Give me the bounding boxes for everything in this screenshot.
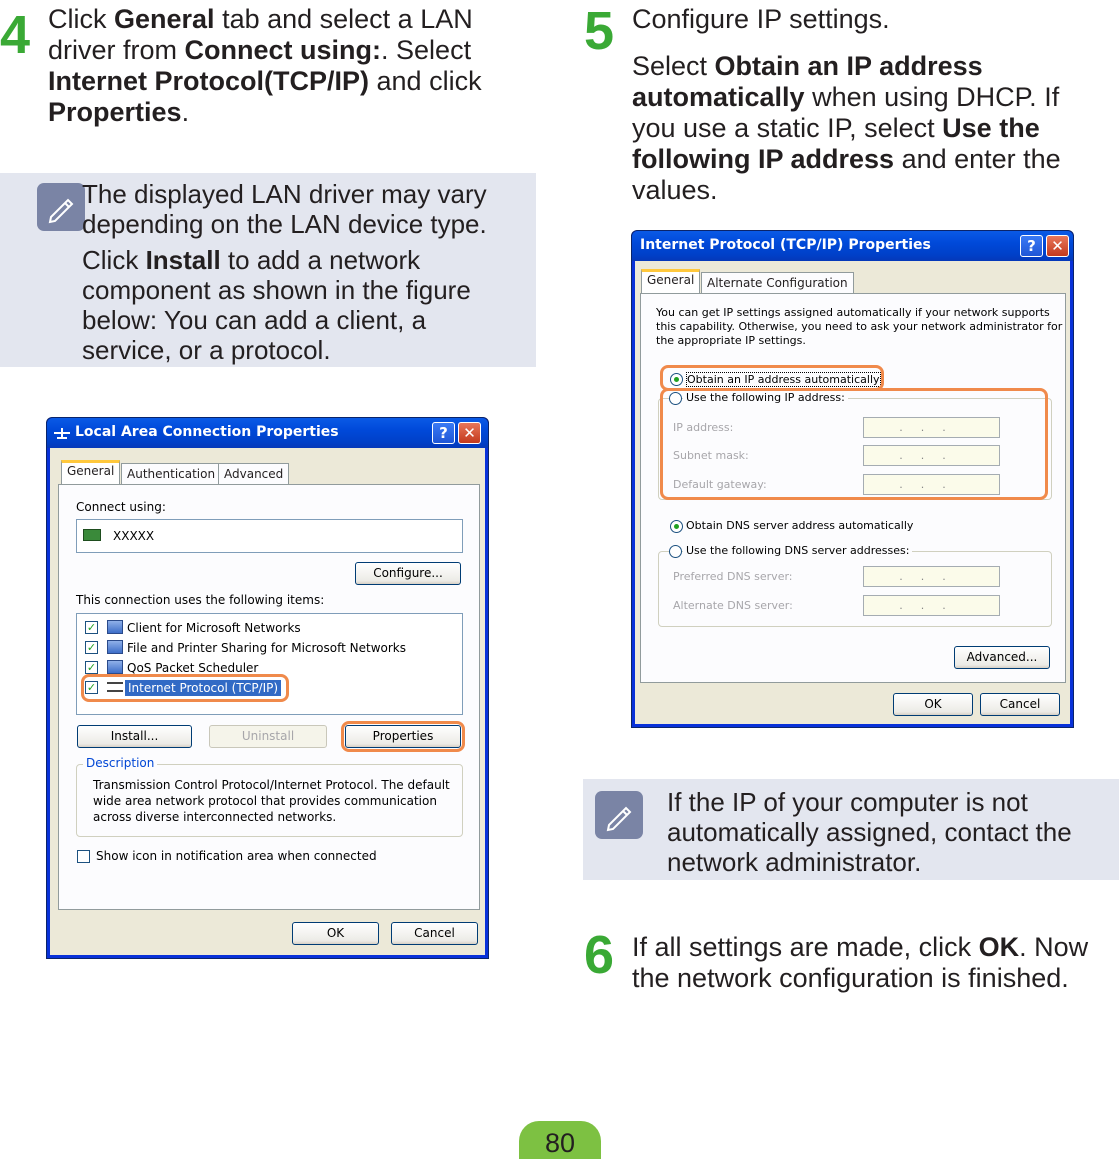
subnet-mask-field[interactable]: ... bbox=[863, 445, 1000, 466]
highlight-tcp-ip bbox=[81, 674, 289, 702]
text: below: You can add a client, a bbox=[82, 305, 427, 335]
tab-panel bbox=[58, 484, 480, 910]
highlight-properties bbox=[341, 721, 465, 752]
item-label: Internet Protocol (TCP/IP) bbox=[125, 680, 281, 696]
local-area-connection-dialog bbox=[46, 417, 489, 959]
preferred-dns-field[interactable]: ... bbox=[863, 566, 1000, 587]
network-icon bbox=[53, 426, 71, 440]
tcp-ip-properties-dialog bbox=[631, 230, 1074, 728]
cancel-button[interactable]: Cancel bbox=[980, 693, 1060, 716]
tab-authentication[interactable]: Authentication bbox=[121, 463, 221, 485]
list-item[interactable] bbox=[85, 639, 455, 657]
network-card-icon bbox=[83, 529, 101, 541]
description-group bbox=[76, 756, 463, 837]
item-label: File and Printer Sharing for Microsoft Networks bbox=[127, 641, 406, 655]
description-line: wide area network protocol that provides communication bbox=[93, 794, 437, 808]
use-ip-label: Use the following IP address: bbox=[683, 391, 848, 404]
text: Click bbox=[82, 245, 146, 275]
intro-line: this capability. Otherwise, you need to ask your network administrator for bbox=[656, 320, 1063, 333]
dialog-title: Internet Protocol (TCP/IP) Properties bbox=[640, 237, 931, 253]
help-button[interactable]: ? bbox=[432, 422, 455, 444]
text: If all settings are made, click bbox=[632, 932, 979, 962]
step-number: 4 bbox=[0, 5, 31, 65]
ok-button[interactable]: OK bbox=[893, 693, 973, 716]
step-4-instructions bbox=[48, 4, 528, 128]
text: If the IP of your computer is not bbox=[667, 787, 1028, 817]
ip-address-field[interactable]: ... bbox=[863, 417, 1000, 438]
use-dns-label: Use the following DNS server addresses: bbox=[683, 544, 912, 557]
text: Select bbox=[632, 51, 715, 81]
client-icon bbox=[107, 620, 123, 634]
alternate-dns-label: Alternate DNS server: bbox=[673, 599, 793, 612]
item-checkbox[interactable]: ✓ bbox=[86, 681, 97, 694]
subnet-mask-label: Subnet mask: bbox=[673, 449, 749, 462]
tab-general[interactable]: General bbox=[641, 269, 700, 293]
obtain-dns-radio[interactable] bbox=[670, 520, 683, 533]
bold-text: General bbox=[114, 4, 215, 34]
help-button[interactable]: ? bbox=[1020, 235, 1043, 257]
step-6-instructions bbox=[632, 932, 1119, 994]
intro-line: You can get IP settings assigned automatically if your network supports bbox=[656, 306, 1050, 319]
text: driver from bbox=[48, 35, 185, 65]
bold-text: Obtain an IP address bbox=[714, 51, 983, 81]
default-gateway-label: Default gateway: bbox=[673, 478, 767, 491]
text: values. bbox=[632, 175, 718, 205]
show-icon-checkbox[interactable] bbox=[77, 850, 90, 863]
qos-icon bbox=[107, 660, 123, 674]
text: and click bbox=[369, 66, 482, 96]
bold-text: Properties bbox=[48, 97, 182, 127]
obtain-ip-label: Obtain an IP address automatically bbox=[687, 373, 880, 386]
note-pencil-icon bbox=[37, 183, 85, 231]
bold-text: following IP address bbox=[632, 144, 895, 174]
dialog-title: Local Area Connection Properties bbox=[75, 424, 339, 440]
text: automatically assigned, contact the bbox=[667, 817, 1072, 847]
text: Click bbox=[48, 4, 114, 34]
text: tab and select a LAN bbox=[214, 4, 473, 34]
text: the network configuration is finished. bbox=[632, 963, 1069, 993]
note-text bbox=[82, 179, 522, 365]
step-5-instructions bbox=[632, 4, 1112, 206]
title-bar[interactable] bbox=[47, 418, 488, 448]
bold-text: Install bbox=[145, 245, 221, 275]
bold-text: Internet Protocol(TCP/IP) bbox=[48, 66, 370, 96]
text: . bbox=[181, 97, 190, 127]
description-line: Transmission Control Protocol/Internet Protocol. The default bbox=[93, 778, 450, 792]
text: and enter the bbox=[894, 144, 1061, 174]
adapter-name: XXXXX bbox=[113, 529, 155, 543]
cancel-button[interactable]: Cancel bbox=[391, 922, 478, 945]
step-number: 6 bbox=[584, 925, 615, 985]
intro-line: the appropriate IP settings. bbox=[656, 334, 806, 347]
bold-text: OK bbox=[978, 932, 1020, 962]
dns-group bbox=[658, 544, 1052, 627]
text: you use a static IP, select bbox=[632, 113, 943, 143]
default-gateway-field[interactable]: ... bbox=[863, 474, 1000, 495]
text: Configure IP settings. bbox=[632, 4, 890, 34]
bold-text: automatically bbox=[632, 82, 805, 112]
note-pencil-icon bbox=[595, 791, 643, 839]
bold-text: Use the bbox=[942, 113, 1040, 143]
list-item[interactable] bbox=[85, 619, 455, 637]
tab-advanced[interactable]: Advanced bbox=[218, 463, 289, 485]
page-number: 80 bbox=[519, 1121, 601, 1159]
properties-button[interactable]: Properties bbox=[345, 725, 461, 748]
preferred-dns-label: Preferred DNS server: bbox=[673, 570, 793, 583]
ok-button[interactable]: OK bbox=[292, 922, 379, 945]
ip-address-label: IP address: bbox=[673, 421, 734, 434]
text: The displayed LAN driver may vary bbox=[82, 179, 487, 209]
text: depending on the LAN device type. bbox=[82, 209, 487, 239]
text: to add a network bbox=[220, 245, 421, 275]
item-label: QoS Packet Scheduler bbox=[127, 661, 259, 675]
bold-text: Connect using: bbox=[184, 35, 382, 65]
note-text bbox=[667, 787, 1112, 877]
dialog-body bbox=[635, 261, 1070, 724]
text: service, or a protocol. bbox=[82, 335, 331, 365]
text: . Now bbox=[1019, 932, 1089, 962]
install-button[interactable]: Install... bbox=[77, 725, 192, 748]
text: network administrator. bbox=[667, 847, 922, 877]
text: component as shown in the figure bbox=[82, 275, 471, 305]
note-box bbox=[0, 173, 536, 367]
tab-panel bbox=[640, 293, 1066, 683]
item-checkbox[interactable]: ✓ bbox=[86, 661, 97, 674]
file-sharing-icon bbox=[107, 640, 123, 654]
item-checkbox[interactable]: ✓ bbox=[86, 621, 97, 634]
dialog-body bbox=[50, 448, 485, 955]
description-label: Description bbox=[83, 756, 157, 770]
configure-button[interactable]: Configure... bbox=[355, 562, 461, 585]
use-dns-radio[interactable] bbox=[669, 545, 682, 558]
item-checkbox[interactable]: ✓ bbox=[86, 641, 97, 654]
tab-general[interactable]: General bbox=[61, 460, 120, 484]
title-bar[interactable] bbox=[632, 231, 1073, 261]
close-button[interactable]: ✕ bbox=[1046, 235, 1069, 257]
obtain-dns-label: Obtain DNS server address automatically bbox=[686, 519, 914, 532]
text: . Select bbox=[381, 35, 472, 65]
alternate-dns-field[interactable]: ... bbox=[863, 595, 1000, 616]
adapter-field bbox=[76, 519, 463, 553]
highlight-static-ip bbox=[660, 388, 1048, 500]
items-label: This connection uses the following items: bbox=[76, 593, 325, 607]
item-label: Client for Microsoft Networks bbox=[127, 621, 301, 635]
note-box bbox=[583, 779, 1119, 880]
tab-alternate-configuration[interactable]: Alternate Configuration bbox=[701, 272, 854, 294]
advanced-button[interactable]: Advanced... bbox=[954, 646, 1050, 669]
show-icon-label: Show icon in notification area when connected bbox=[96, 849, 377, 863]
text: when using DHCP. If bbox=[804, 82, 1060, 112]
uninstall-button[interactable]: Uninstall bbox=[209, 725, 327, 748]
description-line: across diverse interconnected networks. bbox=[93, 810, 337, 824]
step-number: 5 bbox=[584, 1, 615, 61]
close-button[interactable]: ✕ bbox=[458, 422, 481, 444]
connect-using-label: Connect using: bbox=[76, 500, 166, 514]
